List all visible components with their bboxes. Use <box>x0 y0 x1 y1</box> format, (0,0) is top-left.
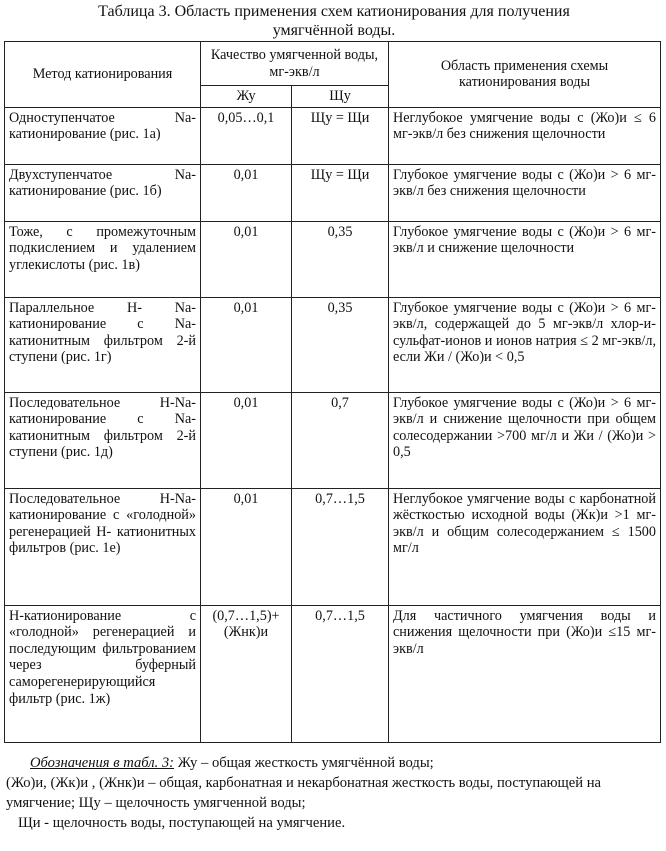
header-area: Область применения схемы катионирования воды <box>389 42 661 108</box>
row-area: Глубокое умягчение воды с (Жо)и > 6 мг-экв/л и снижение щелочности <box>389 221 661 297</box>
header-method: Метод катионирования <box>5 42 201 108</box>
row-shch: 0,7…1,5 <box>292 488 389 605</box>
row-zh: 0,01 <box>201 392 292 488</box>
header-quality: Качество умягченной воды, мг-экв/л <box>201 42 389 86</box>
title-line-1: Таблица 3. Область применения схем катионирования для получения <box>98 3 570 20</box>
row-method: Одноступенчатое Na-катионирование (рис. 1а) <box>5 107 201 164</box>
row-method: Н-катионирование с «голодной» регенерацией и последующим фильтрованием через буферный саморегенерирующийся фильтр (рис. 1ж) <box>5 605 201 742</box>
table-row <box>5 392 661 488</box>
row-zh: 0,01 <box>201 164 292 221</box>
row-area: Глубокое умягчение воды с (Жо)и > 6 мг-экв/л без снижения щелочности <box>389 164 661 221</box>
row-zh: (0,7…1,5)+(Жнк)и <box>201 605 292 742</box>
table-row <box>5 488 661 605</box>
legend-label: Обозначения в табл. 3: <box>30 755 175 771</box>
row-method: Двухступенчатое Na-катионирование (рис. 1б) <box>5 164 201 221</box>
row-shch: Щу = Щи <box>292 107 389 164</box>
row-shch: 0,7 <box>292 392 389 488</box>
table-row <box>5 297 661 392</box>
row-area: Для частичного умягчения воды и снижения щелочности при (Жо)и ≤15 мг-экв/л <box>389 605 661 742</box>
legend <box>6 753 656 833</box>
header-shch: Щу <box>292 86 389 108</box>
row-shch: Щу = Щи <box>292 164 389 221</box>
row-method: Параллельное Н- Na-катионирование с Na-катионитным фильтром 2-й ступени (рис. 1г) <box>5 297 201 392</box>
row-shch: 0,7…1,5 <box>292 605 389 742</box>
row-area: Неглубокое умягчение воды с (Жо)и ≤ 6 мг-экв/л без снижения щелочности <box>389 107 661 164</box>
header-zh: Жу <box>201 86 292 108</box>
legend-line-3: Щи - щелочность воды, поступающей на умягчение. <box>18 815 346 831</box>
row-method: Последовательное Н-Na-катионирование с Na-катионитным фильтром 2-й ступени (рис. 1д) <box>5 392 201 488</box>
table-row <box>5 107 661 164</box>
table-row <box>5 164 661 221</box>
row-shch: 0,35 <box>292 221 389 297</box>
table-row <box>5 221 661 297</box>
table-row <box>5 605 661 742</box>
row-method: Тоже, с промежуточным подкислением и удалением углекислоты (рис. 1в) <box>5 221 201 297</box>
legend-line-1: Жу – общая жесткость умягчённой воды; <box>177 755 434 771</box>
row-shch: 0,35 <box>292 297 389 392</box>
row-area: Неглубокое умягчение воды с карбонатной жёсткостью исходной воды (Жк)и >1 мг-экв/л и общим солесодержанием ≤ 1500 мг/л <box>389 488 661 605</box>
row-zh: 0,01 <box>201 488 292 605</box>
legend-line-2: (Жо)и, (Жк)и , (Жнк)и – общая, карбонатная и некарбонатная жесткость воды, поступающей на умягчение; Щу – щелочность умягченной воды; <box>6 775 602 811</box>
table-title <box>24 2 644 40</box>
row-zh: 0,01 <box>201 221 292 297</box>
row-area: Глубокое умягчение воды с (Жо)и > 6 мг-экв/л, содержащей до 5 мг-экв/л хлор-и-сульфат-ионов и ионов натрия ≤ 2 мг-экв/л, если Жи / (Жо)и < 0,5 <box>389 297 661 392</box>
title-line-2: умягчённой воды. <box>272 22 396 39</box>
row-area: Глубокое умягчение воды с (Жо)и > 6 мг-экв/л и снижение щелочности при общем солесодержании >700 мг/л и Жи / (Жо)и > 0,5 <box>389 392 661 488</box>
row-zh: 0,05…0,1 <box>201 107 292 164</box>
cationization-table <box>4 41 661 743</box>
row-method: Последовательное Н-Na-катионирование с «голодной» регенерацией Н- катионитных фильтров (рис. 1е) <box>5 488 201 605</box>
row-zh: 0,01 <box>201 297 292 392</box>
